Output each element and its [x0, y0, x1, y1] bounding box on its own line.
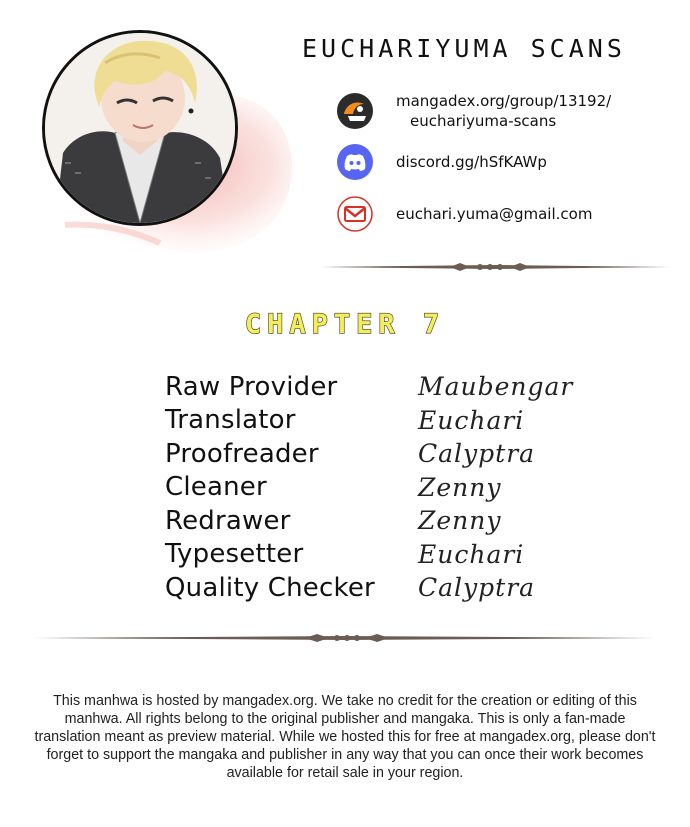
credit-name: Euchari — [418, 539, 525, 569]
mangadex-icon — [336, 92, 374, 130]
credit-role: Proofreader — [165, 438, 319, 469]
credit-row — [165, 370, 573, 404]
mangadex-url-line2: euchariyuma-scans — [410, 112, 557, 130]
credit-row — [165, 437, 573, 471]
ornament-divider — [35, 631, 655, 645]
group-name: EUCHARIYUMA SCANS — [302, 34, 626, 63]
chapter-title: CHAPTER 7 — [244, 309, 446, 340]
discord-link[interactable] — [336, 143, 547, 181]
mangadex-link[interactable] — [336, 91, 611, 131]
credit-role: Raw Provider — [165, 371, 338, 402]
credit-row — [165, 471, 573, 505]
credit-role: Redrawer — [165, 505, 291, 536]
email-address: euchari.yuma@gmail.com — [396, 205, 593, 223]
discord-icon — [336, 143, 374, 181]
credit-name: Maubengar — [418, 372, 574, 402]
credit-name: Calyptra — [418, 439, 536, 469]
credit-name: Zenny — [418, 506, 502, 536]
disclaimer-text: This manhwa is hosted by mangadex.org. We take no credit for the creation or editing of this manhwa. All rights belong to the original publisher and mangaka. This is only a fan-made translation meant as preview material. While we hosted this for free at mangadex.org, please don't forget to support the mangaka and publisher in any way that you can once their work becomes available for retail sale in your region. — [34, 693, 656, 781]
credit-name: Zenny — [418, 472, 502, 502]
credit-name: Euchari — [418, 405, 525, 435]
credit-row — [165, 538, 573, 572]
mangadex-url-line1: mangadex.org/group/13192/ — [396, 92, 612, 110]
credits-list — [165, 370, 573, 605]
credit-role: Typesetter — [165, 539, 304, 570]
email-link[interactable] — [336, 195, 592, 233]
credit-role: Quality Checker — [165, 572, 375, 603]
avatar — [42, 30, 238, 226]
discord-invite: discord.gg/hSfKAWp — [396, 153, 547, 171]
credit-role: Translator — [165, 405, 296, 436]
credit-row — [165, 504, 573, 538]
ornament-divider — [320, 260, 670, 274]
credit-row — [165, 404, 573, 438]
credit-row — [165, 571, 573, 605]
credit-name: Calyptra — [418, 573, 536, 603]
gmail-icon — [336, 195, 374, 233]
credit-role: Cleaner — [165, 472, 267, 503]
character-illustration — [45, 33, 235, 223]
